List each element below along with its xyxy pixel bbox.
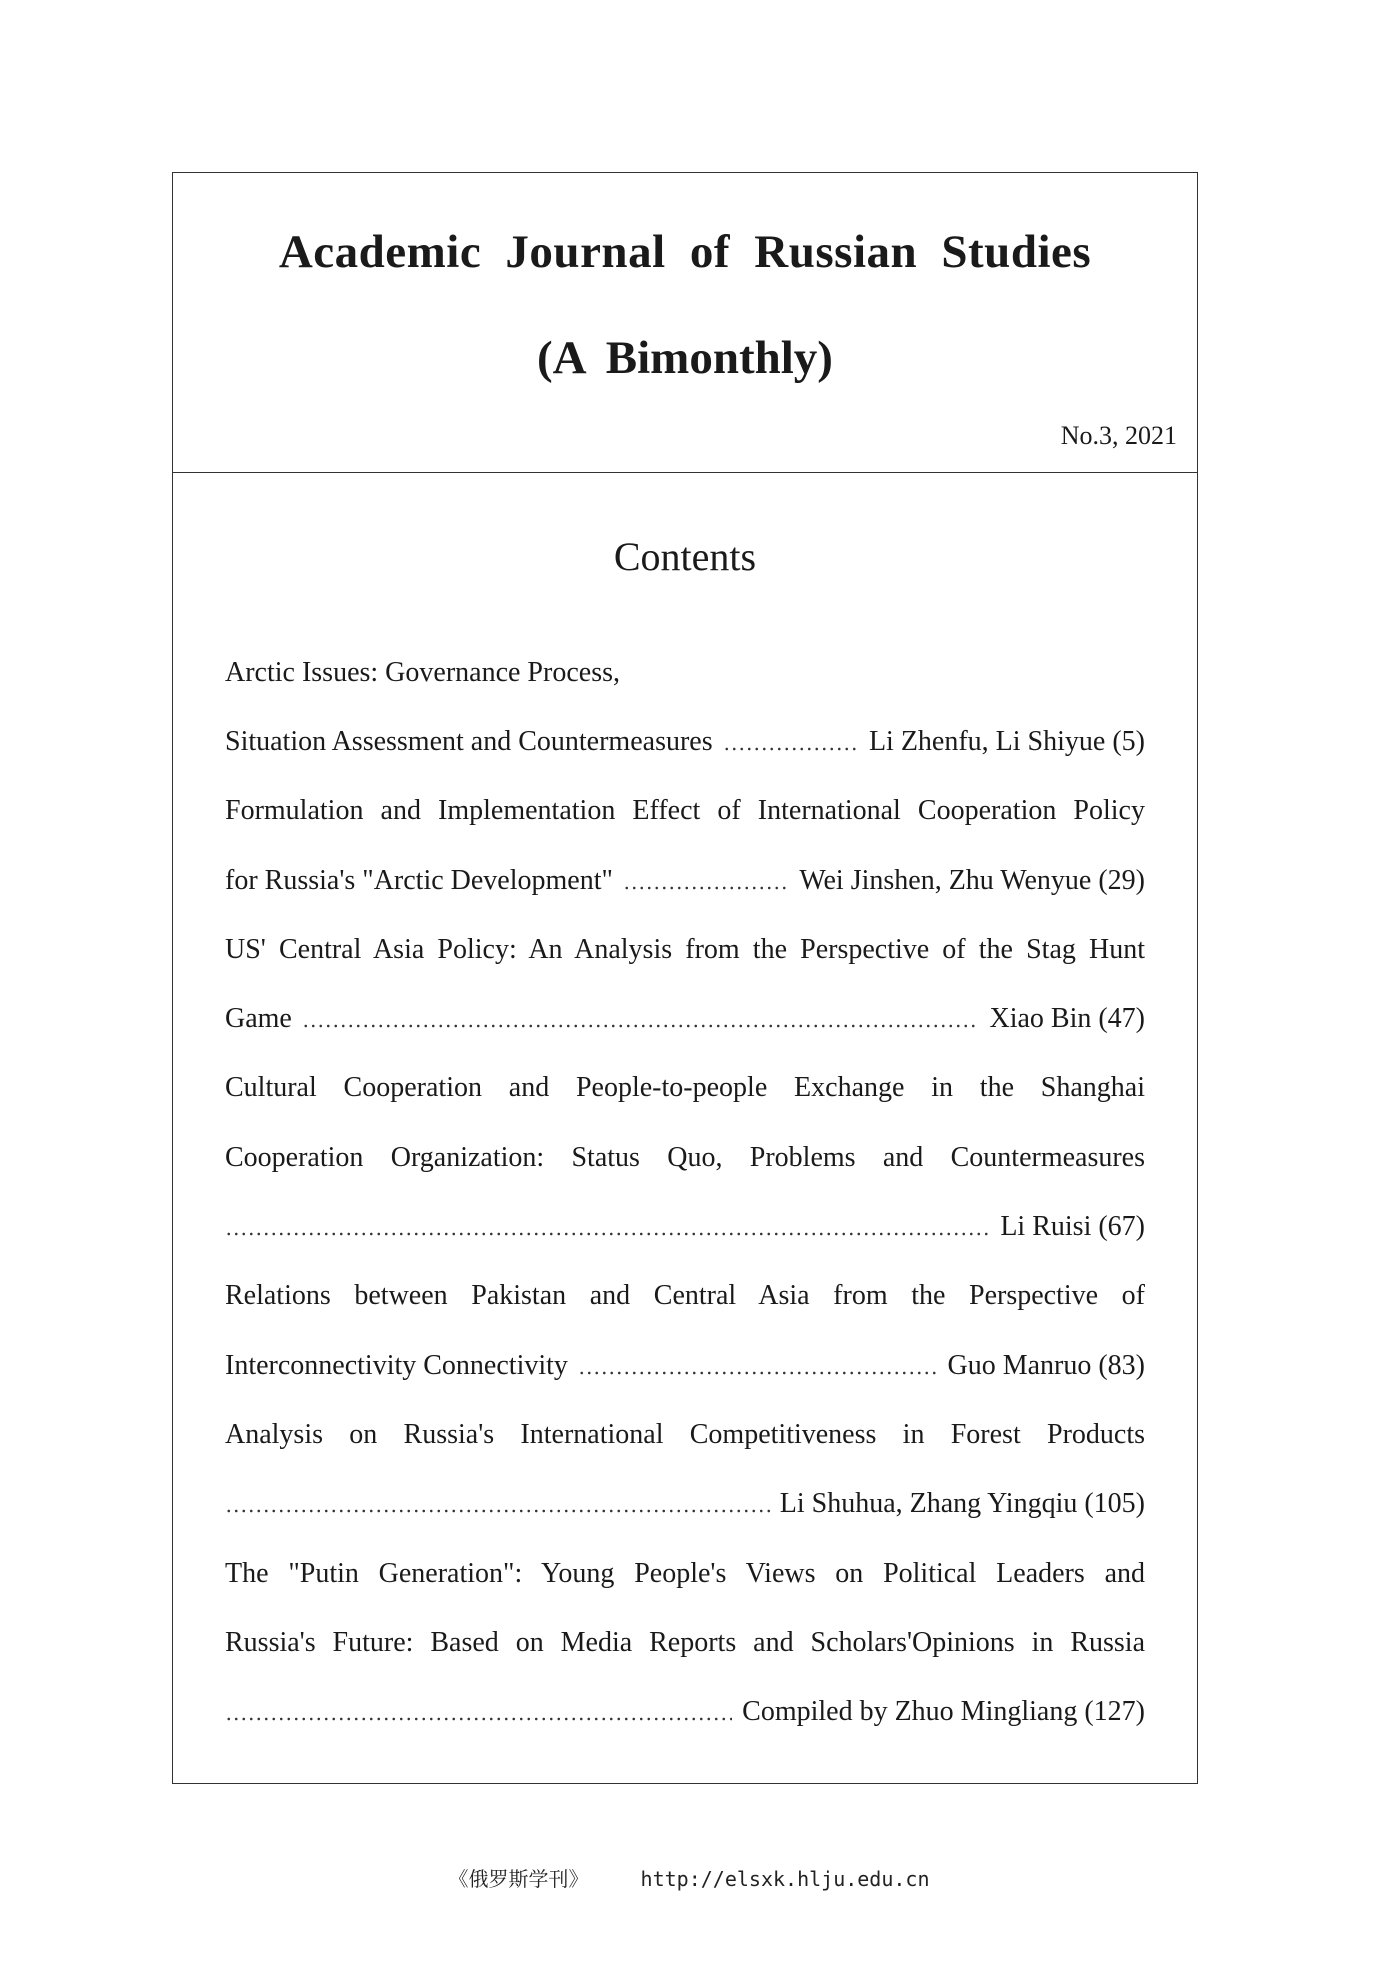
toc-author-page: Li Zhenfu, Li Shiyue (5)	[868, 725, 1145, 757]
table-of-contents	[225, 638, 1145, 1747]
toc-title-line	[225, 1608, 1145, 1677]
toc-title-text: Formulation and Implementation Effect of International Cooperation Policy	[225, 795, 1145, 827]
toc-title-text: Cultural Cooperation and People-to-people Exchange in the Shanghai	[225, 1072, 1145, 1104]
toc-leader-dots	[723, 724, 859, 752]
toc-leader-dots	[225, 1209, 990, 1237]
toc-title-line	[225, 1262, 1145, 1331]
toc-title-text: Interconnectivity Connectivity	[225, 1349, 568, 1381]
journal-title: Academic Journal of Russian Studies	[278, 226, 1092, 278]
toc-title-text: Situation Assessment and Countermeasures	[225, 725, 713, 757]
toc-author-page: Xiao Bin (47)	[989, 1003, 1145, 1035]
toc-entry-line[interactable]	[225, 1331, 1145, 1400]
toc-leader-dots	[578, 1348, 938, 1376]
toc-title-line	[225, 915, 1145, 984]
toc-entry-line[interactable]	[225, 984, 1145, 1053]
toc-entry-line[interactable]	[225, 1192, 1145, 1261]
issue-number: No.3, 2021	[1060, 421, 1177, 450]
toc-title-text: Relations between Pakistan and Central Asia from the Perspective of	[225, 1280, 1145, 1312]
contents-heading: Contents	[613, 534, 757, 579]
toc-title-line	[225, 777, 1145, 846]
toc-title-line	[225, 1054, 1145, 1123]
toc-title-text: for Russia's "Arctic Development"	[225, 864, 613, 896]
journal-frame	[172, 172, 1198, 1784]
toc-entry-line[interactable]	[225, 1470, 1145, 1539]
toc-title-line	[225, 1123, 1145, 1192]
footer-journal-name: 《俄罗斯学刊》	[448, 1867, 589, 1891]
toc-author-page: Wei Jinshen, Zhu Wenyue (29)	[799, 864, 1145, 896]
page-footer	[0, 1863, 1378, 1892]
toc-author-page: Li Ruisi (67)	[1000, 1211, 1145, 1243]
toc-leader-dots	[623, 863, 789, 891]
toc-author-page: Guo Manruo (83)	[947, 1349, 1145, 1381]
toc-title-line	[225, 638, 1145, 707]
toc-entry-line[interactable]	[225, 846, 1145, 915]
toc-title-text: The "Putin Generation": Young People's Views on Political Leaders and	[225, 1557, 1145, 1589]
toc-title-line	[225, 1400, 1145, 1469]
toc-title-line	[225, 1539, 1145, 1608]
toc-title-text: Arctic Issues: Governance Process,	[225, 656, 620, 688]
toc-title-text: Analysis on Russia's International Competitiveness in Forest Products	[225, 1418, 1145, 1450]
toc-title-text: Cooperation Organization: Status Quo, Problems and Countermeasures	[225, 1141, 1145, 1173]
journal-subtitle: (A Bimonthly)	[537, 332, 833, 384]
toc-author-page: Compiled by Zhuo Mingliang (127)	[742, 1696, 1145, 1728]
toc-title-text: Russia's Future: Based on Media Reports and Scholars'Opinions in Russia	[225, 1626, 1145, 1658]
footer-url[interactable]: http://elsxk.hlju.edu.cn	[640, 1867, 930, 1891]
toc-leader-dots	[225, 1694, 732, 1722]
toc-leader-dots	[225, 1486, 770, 1514]
toc-entry-line[interactable]	[225, 707, 1145, 776]
toc-title-text: US' Central Asia Policy: An Analysis from the Perspective of the Stag Hunt	[225, 933, 1145, 965]
toc-author-page: Li Shuhua, Zhang Yingqiu (105)	[779, 1488, 1145, 1520]
toc-entry-line[interactable]	[225, 1677, 1145, 1746]
toc-leader-dots	[302, 1001, 980, 1029]
toc-title-text: Game	[225, 1003, 292, 1035]
journal-header	[173, 173, 1197, 473]
